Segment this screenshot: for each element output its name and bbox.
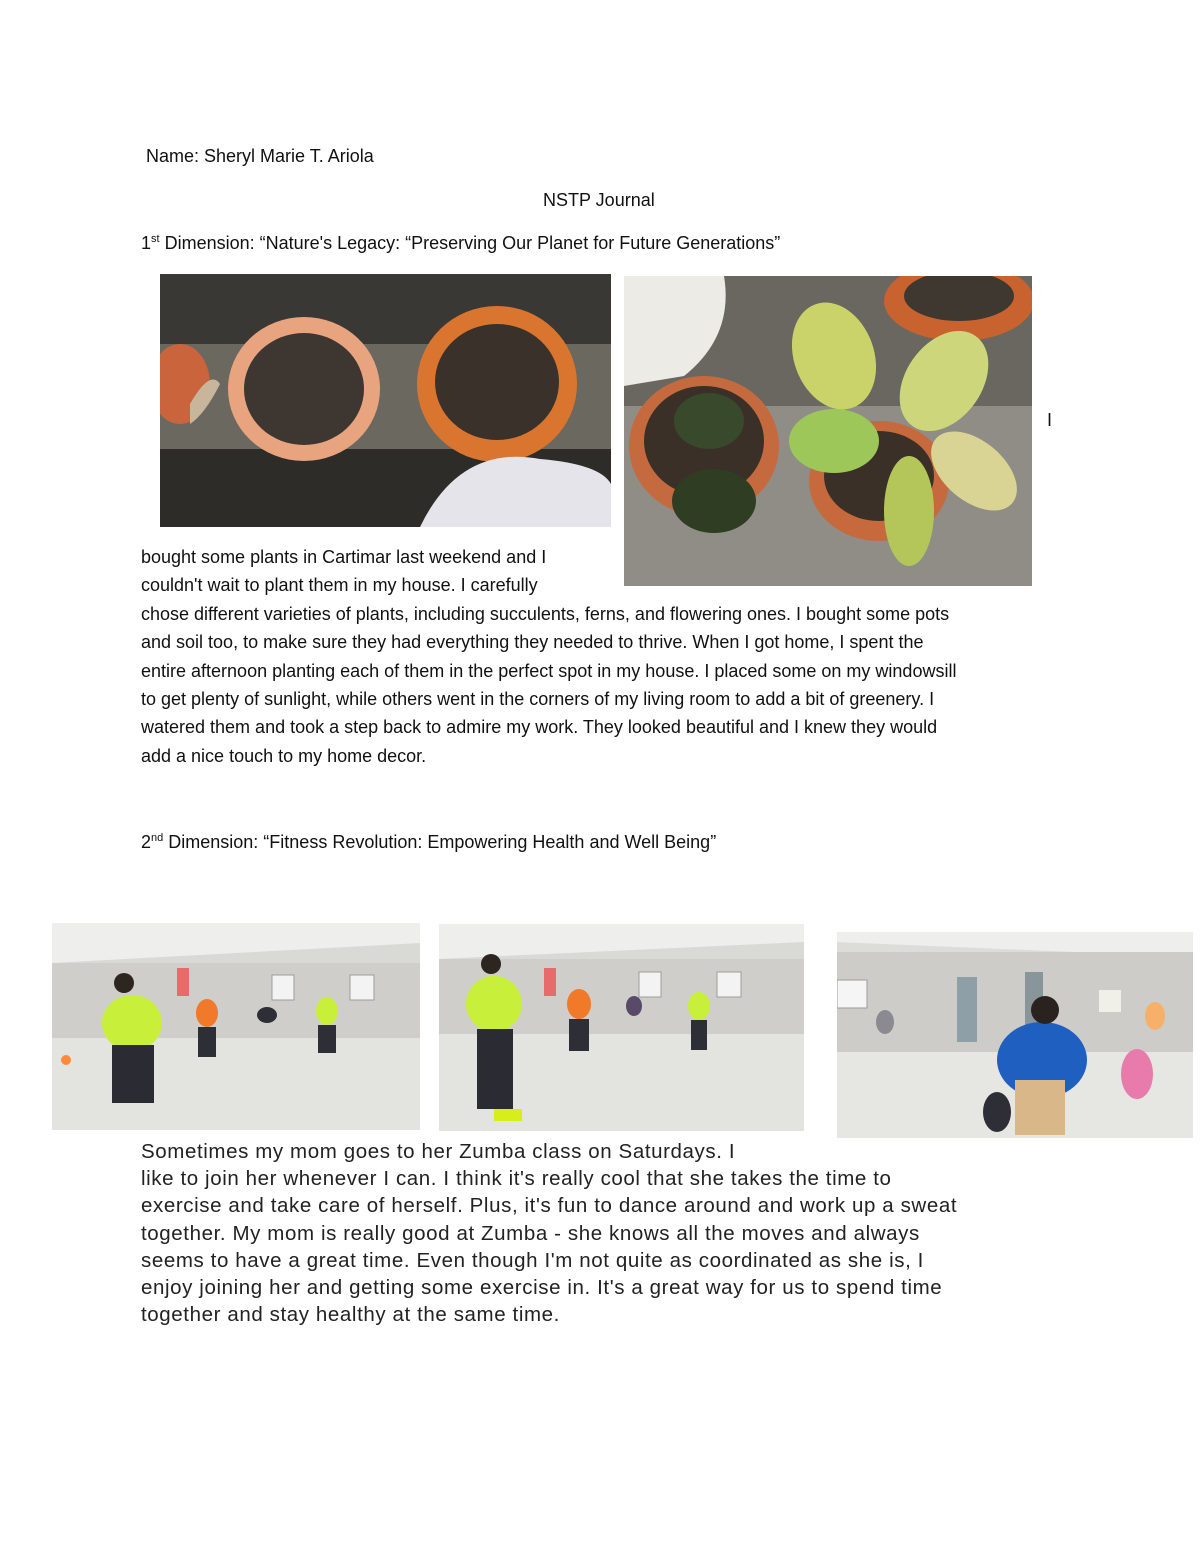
stray-character: I (1047, 410, 1053, 430)
section2-heading (141, 832, 716, 852)
section2-heading-text: Dimension: “Fitness Revolution: Empowering Health and Well Being” (163, 832, 717, 852)
paragraph-line: watered them and took a step back to admire my work. They looked beautiful and I knew they would (141, 717, 938, 738)
paragraph-line: to get plenty of sunlight, while others went in the corners of my living room to add a bit of greenery. I (141, 689, 935, 710)
section2-heading-number: 2 (141, 832, 152, 852)
journal-title: NSTP Journal (543, 190, 655, 210)
paragraph-line: exercise and take care of herself. Plus, it's fun to dance around and work up a sweat (141, 1194, 958, 1218)
potted-plants-photo (624, 276, 1032, 586)
section2-heading-ordinal: nd (151, 832, 164, 844)
zumba-class-photo-1 (52, 923, 420, 1130)
paragraph-line: together. My mom is really good at Zumba - she knows all the moves and always (141, 1221, 920, 1245)
empty-pots-photo (160, 274, 611, 527)
zumba-class-photo-3 (837, 932, 1193, 1138)
paragraph-line: couldn't wait to plant them in my house. I carefully (141, 575, 538, 596)
paragraph-line: enjoy joining her and getting some exercise in. It's a great way for us to spend time (141, 1276, 943, 1300)
paragraph-line: Sometimes my mom goes to her Zumba class on Saturdays. I (141, 1140, 736, 1163)
paragraph-line: seems to have a great time. Even though I'm not quite as coordinated as she is, I (141, 1248, 924, 1272)
section1-heading (141, 233, 780, 253)
section1-paragraph (141, 543, 1051, 770)
section1-heading-number: 1 (141, 233, 152, 253)
paragraph-line: bought some plants in Cartimar last weekend and I (141, 547, 547, 567)
section2-paragraph (141, 1138, 1061, 1328)
paragraph-line: add a nice touch to my home decor. (141, 745, 427, 766)
section1-heading-text: Dimension: “Nature's Legacy: “Preserving Our Planet for Future Generations” (159, 233, 781, 253)
section1-heading-ordinal: st (151, 233, 160, 245)
paragraph-line: chose different varieties of plants, including succulents, ferns, and flowering ones. I bought some pots (141, 603, 950, 624)
paragraph-line: and soil too, to make sure they had everything they needed to thrive. When I got home, I spent the (141, 632, 924, 653)
paragraph-line: like to join her whenever I can. I think it's really cool that she takes the time to (141, 1167, 892, 1191)
zumba-class-photo-2 (439, 924, 804, 1131)
student-name: Name: Sheryl Marie T. Ariola (146, 146, 374, 166)
paragraph-line: entire afternoon planting each of them in the perfect spot in my house. I placed some on my windowsill (141, 660, 957, 681)
paragraph-line: together and stay healthy at the same time. (141, 1303, 560, 1327)
